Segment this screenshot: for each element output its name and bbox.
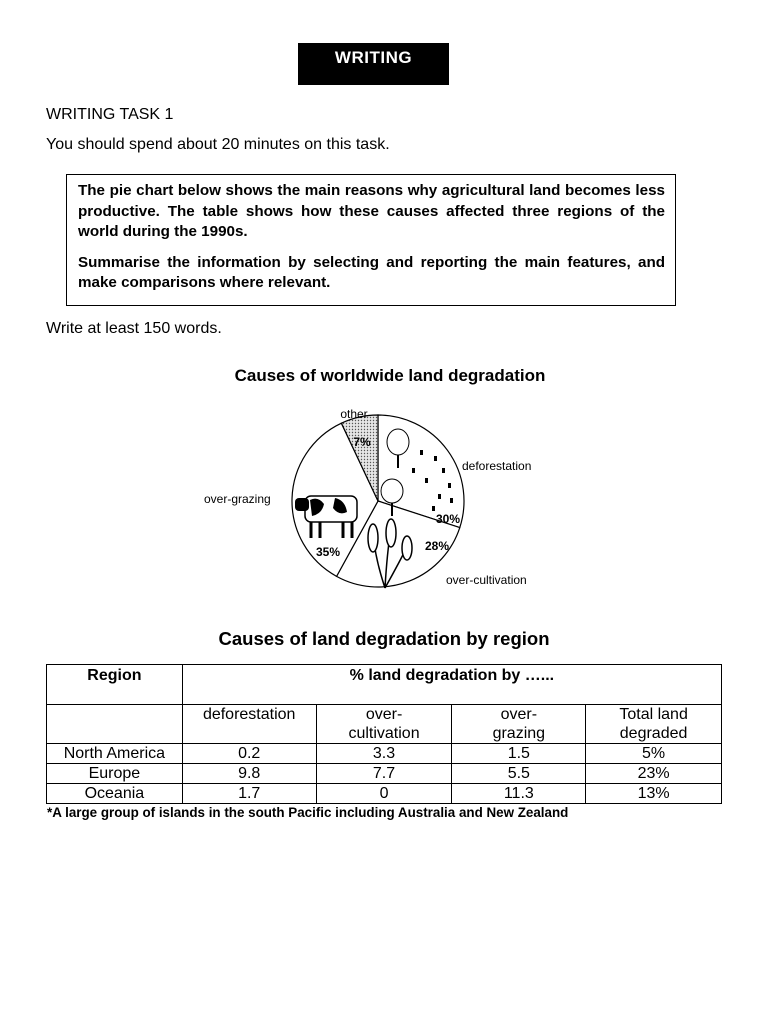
section-header-label: WRITING bbox=[334, 48, 413, 67]
pie-chart bbox=[180, 398, 580, 613]
pie-value-deforestation: 30% bbox=[435, 512, 461, 526]
column-header-over-cultivation: over- cultivation bbox=[316, 705, 452, 744]
table-subheader-row bbox=[47, 705, 722, 744]
value-cell: 13% bbox=[586, 784, 722, 804]
table-title: Causes of land degradation by region bbox=[218, 628, 550, 649]
region-header: Region bbox=[47, 665, 183, 705]
region-cell: Europe bbox=[47, 764, 183, 784]
time-note: You should spend about 20 minutes on this task. bbox=[46, 136, 390, 153]
table-footnote: *A large group of islands in the south Pacific including Australia and New Zealand bbox=[47, 805, 569, 820]
table-row bbox=[47, 744, 722, 764]
region-cell: North America bbox=[47, 744, 183, 764]
value-cell: 1.7 bbox=[182, 784, 316, 804]
prompt-paragraph-1: The pie chart below shows the main reasons why agricultural land becomes less productive. The table shows how these causes affected three regions of the world during the 1990s. bbox=[78, 182, 665, 240]
table-row bbox=[47, 764, 722, 784]
value-cell: 1.5 bbox=[452, 744, 586, 764]
table-header-row bbox=[47, 665, 722, 705]
task-prompt-box bbox=[66, 174, 676, 306]
task-title: WRITING TASK 1 bbox=[46, 106, 174, 123]
pie-value-over-cultivation: 28% bbox=[424, 539, 450, 553]
region-cell: Oceania bbox=[47, 784, 183, 804]
pie-value-over-grazing: 35% bbox=[315, 545, 341, 559]
value-cell: 7.7 bbox=[316, 764, 452, 784]
column-header-deforestation: deforestation bbox=[182, 705, 316, 744]
section-header bbox=[298, 43, 449, 85]
value-cell: 5% bbox=[586, 744, 722, 764]
column-header-total-land-degraded: Total land degraded bbox=[586, 705, 722, 744]
pie-value-other: 7% bbox=[353, 435, 371, 449]
region-table bbox=[46, 664, 722, 804]
pie-label-deforestation: deforestation bbox=[462, 459, 532, 473]
value-cell: 9.8 bbox=[182, 764, 316, 784]
pie-label-over-grazing: over-grazing bbox=[204, 492, 271, 506]
pie-label-over-cultivation: over-cultivation bbox=[446, 573, 527, 587]
group-header: % land degradation by …... bbox=[182, 665, 721, 705]
value-cell: 0.2 bbox=[182, 744, 316, 764]
value-cell: 3.3 bbox=[316, 744, 452, 764]
value-cell: 5.5 bbox=[452, 764, 586, 784]
word-count-note: Write at least 150 words. bbox=[46, 320, 222, 337]
empty-cell bbox=[47, 705, 183, 744]
value-cell: 23% bbox=[586, 764, 722, 784]
value-cell: 11.3 bbox=[452, 784, 586, 804]
value-cell: 0 bbox=[316, 784, 452, 804]
pie-label-other: other bbox=[340, 407, 368, 421]
column-header-over-grazing: over- grazing bbox=[452, 705, 586, 744]
table-row bbox=[47, 784, 722, 804]
pie-chart-title: Causes of worldwide land degradation bbox=[234, 366, 546, 385]
prompt-paragraph-2: Summarise the information by selecting and reporting the main features, and make comparisons where relevant. bbox=[78, 253, 665, 291]
